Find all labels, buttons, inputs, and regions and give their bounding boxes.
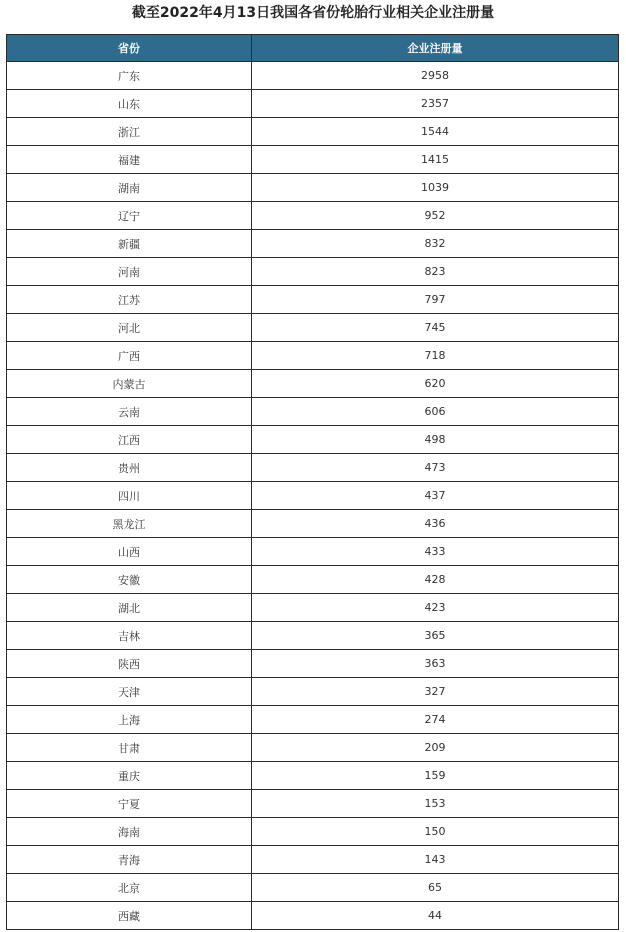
cell-province: 内蒙古 <box>7 370 252 398</box>
cell-province: 黑龙江 <box>7 510 252 538</box>
table-row <box>7 538 619 566</box>
table-row <box>7 790 619 818</box>
cell-province: 云南 <box>7 398 252 426</box>
cell-province: 安徽 <box>7 566 252 594</box>
cell-province: 河北 <box>7 314 252 342</box>
cell-registrations: 209 <box>252 734 619 762</box>
cell-province: 湖南 <box>7 174 252 202</box>
data-table <box>6 34 619 930</box>
cell-province: 青海 <box>7 846 252 874</box>
table-row <box>7 286 619 314</box>
table-body <box>7 62 619 930</box>
cell-province: 浙江 <box>7 118 252 146</box>
table-row <box>7 314 619 342</box>
table-row <box>7 846 619 874</box>
cell-registrations: 797 <box>252 286 619 314</box>
cell-registrations: 436 <box>252 510 619 538</box>
table-header <box>7 35 619 62</box>
cell-registrations: 473 <box>252 454 619 482</box>
cell-province: 山东 <box>7 90 252 118</box>
table-row <box>7 342 619 370</box>
table-row <box>7 90 619 118</box>
table-row <box>7 734 619 762</box>
page-title: 截至2022年4月13日我国各省份轮胎行业相关企业注册量 <box>131 5 495 21</box>
cell-province: 陕西 <box>7 650 252 678</box>
table-row <box>7 762 619 790</box>
header-row <box>7 35 619 62</box>
column-header-province: 省份 <box>7 35 252 62</box>
cell-registrations: 44 <box>252 902 619 930</box>
cell-province: 江苏 <box>7 286 252 314</box>
cell-registrations: 150 <box>252 818 619 846</box>
table-row <box>7 594 619 622</box>
cell-province: 重庆 <box>7 762 252 790</box>
cell-province: 辽宁 <box>7 202 252 230</box>
cell-registrations: 274 <box>252 706 619 734</box>
table-row <box>7 678 619 706</box>
cell-registrations: 745 <box>252 314 619 342</box>
cell-province: 福建 <box>7 146 252 174</box>
table-row <box>7 566 619 594</box>
cell-registrations: 620 <box>252 370 619 398</box>
cell-province: 贵州 <box>7 454 252 482</box>
cell-registrations: 1544 <box>252 118 619 146</box>
cell-registrations: 423 <box>252 594 619 622</box>
cell-province: 海南 <box>7 818 252 846</box>
cell-registrations: 1039 <box>252 174 619 202</box>
table-row <box>7 874 619 902</box>
cell-province: 江西 <box>7 426 252 454</box>
cell-registrations: 718 <box>252 342 619 370</box>
table-row <box>7 258 619 286</box>
table-row <box>7 510 619 538</box>
cell-registrations: 2958 <box>252 62 619 90</box>
table-row <box>7 482 619 510</box>
cell-registrations: 428 <box>252 566 619 594</box>
cell-registrations: 65 <box>252 874 619 902</box>
table-row <box>7 202 619 230</box>
cell-province: 广东 <box>7 62 252 90</box>
cell-registrations: 433 <box>252 538 619 566</box>
cell-registrations: 363 <box>252 650 619 678</box>
cell-province: 吉林 <box>7 622 252 650</box>
table-row <box>7 370 619 398</box>
table-row <box>7 622 619 650</box>
table-row <box>7 650 619 678</box>
column-header-registrations: 企业注册量 <box>252 35 619 62</box>
cell-registrations: 2357 <box>252 90 619 118</box>
table-row <box>7 62 619 90</box>
cell-registrations: 153 <box>252 790 619 818</box>
cell-registrations: 832 <box>252 230 619 258</box>
cell-province: 湖北 <box>7 594 252 622</box>
cell-registrations: 823 <box>252 258 619 286</box>
cell-province: 甘肃 <box>7 734 252 762</box>
table-row <box>7 146 619 174</box>
cell-registrations: 143 <box>252 846 619 874</box>
table-row <box>7 230 619 258</box>
cell-registrations: 327 <box>252 678 619 706</box>
table-row <box>7 454 619 482</box>
cell-registrations: 952 <box>252 202 619 230</box>
table-row <box>7 818 619 846</box>
cell-province: 西藏 <box>7 902 252 930</box>
cell-province: 广西 <box>7 342 252 370</box>
cell-registrations: 159 <box>252 762 619 790</box>
cell-registrations: 365 <box>252 622 619 650</box>
cell-registrations: 1415 <box>252 146 619 174</box>
table-row <box>7 174 619 202</box>
cell-province: 新疆 <box>7 230 252 258</box>
table-row <box>7 426 619 454</box>
table-row <box>7 118 619 146</box>
cell-province: 四川 <box>7 482 252 510</box>
cell-province: 山西 <box>7 538 252 566</box>
cell-province: 北京 <box>7 874 252 902</box>
cell-registrations: 606 <box>252 398 619 426</box>
cell-registrations: 437 <box>252 482 619 510</box>
table-row <box>7 398 619 426</box>
cell-province: 天津 <box>7 678 252 706</box>
table-row <box>7 902 619 930</box>
cell-province: 河南 <box>7 258 252 286</box>
table-row <box>7 706 619 734</box>
cell-province: 宁夏 <box>7 790 252 818</box>
cell-registrations: 498 <box>252 426 619 454</box>
cell-province: 上海 <box>7 706 252 734</box>
